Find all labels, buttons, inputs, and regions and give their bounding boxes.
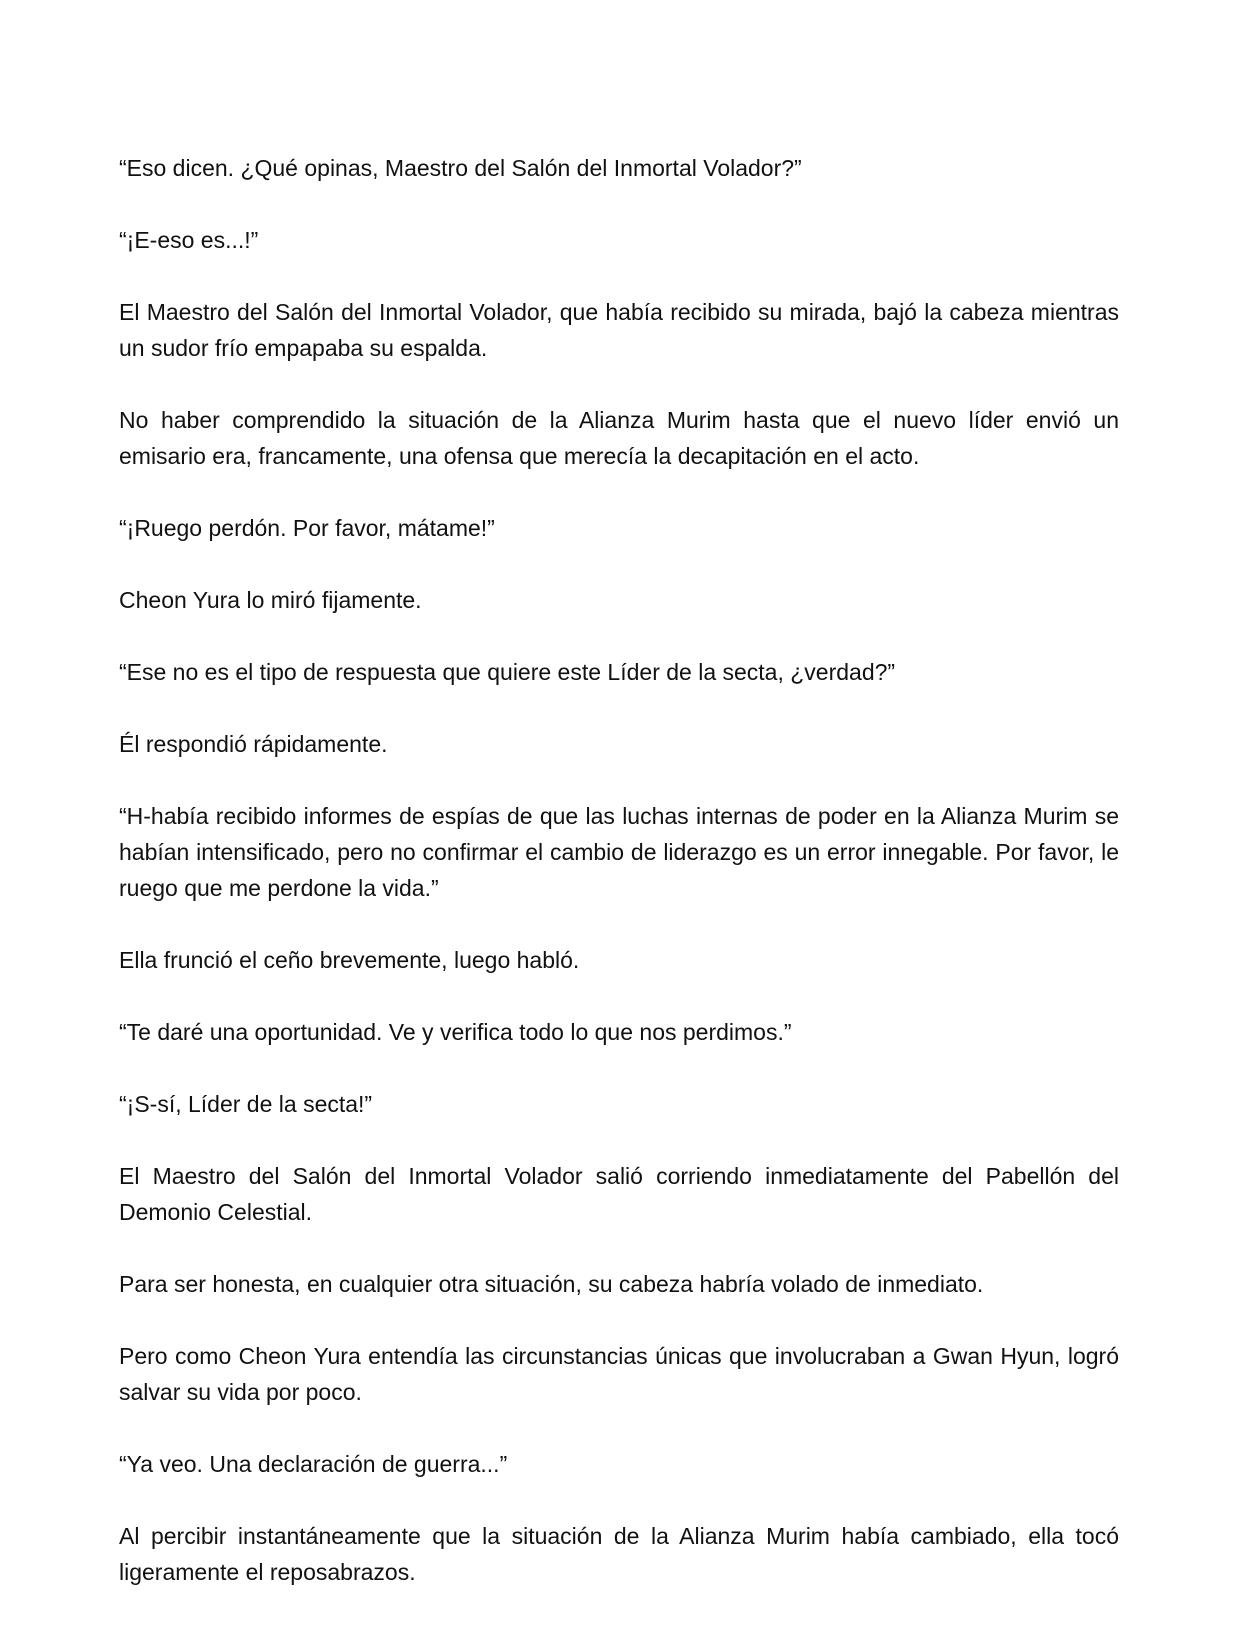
paragraph: El Maestro del Salón del Inmortal Volador salió corriendo inmediatamente del Pabellón del Demonio Celestial. [119, 1163, 1119, 1225]
paragraph: “Ese no es el tipo de respuesta que quiere este Líder de la secta, ¿verdad?” [119, 659, 896, 685]
paragraph: No haber comprendido la situación de la Alianza Murim hasta que el nuevo líder envió un emisario era, francamente, una ofensa que merecía la decapitación en el acto. [119, 407, 1119, 469]
body-text [119, 150, 1119, 1626]
paragraph: “Eso dicen. ¿Qué opinas, Maestro del Salón del Inmortal Volador?” [119, 155, 802, 181]
paragraph: “Te daré una oportunidad. Ve y verifica todo lo que nos perdimos.” [119, 1019, 792, 1045]
paragraph: “¡S-sí, Líder de la secta!” [119, 1091, 373, 1117]
paragraph: “¡Ruego perdón. Por favor, mátame!” [119, 515, 495, 541]
paragraph: Él respondió rápidamente. [119, 731, 388, 757]
paragraph: Pero como Cheon Yura entendía las circunstancias únicas que involucraban a Gwan Hyun, logró salvar su vida por poco. [119, 1343, 1119, 1405]
paragraph: “¡E-eso es...!” [119, 227, 259, 253]
paragraph: Para ser honesta, en cualquier otra situación, su cabeza habría volado de inmediato. [119, 1271, 984, 1297]
paragraph: Cheon Yura lo miró fijamente. [119, 587, 422, 613]
paragraph: “H-había recibido informes de espías de que las luchas internas de poder en la Alianza Murim se habían intensificado, pero no confirmar el cambio de liderazgo es un error innegable. Por favor, le ruego que me perdone la vida.” [119, 803, 1119, 901]
paragraph: “Ya veo. Una declaración de guerra...” [119, 1451, 508, 1477]
paragraph: El Maestro del Salón del Inmortal Volador, que había recibido su mirada, bajó la cabeza mientras un sudor frío empapaba su espalda. [119, 299, 1119, 361]
paragraph: Al percibir instantáneamente que la situación de la Alianza Murim había cambiado, ella tocó ligeramente el reposabrazos. [119, 1523, 1119, 1585]
paragraph: Ella frunció el ceño brevemente, luego habló. [119, 947, 580, 973]
